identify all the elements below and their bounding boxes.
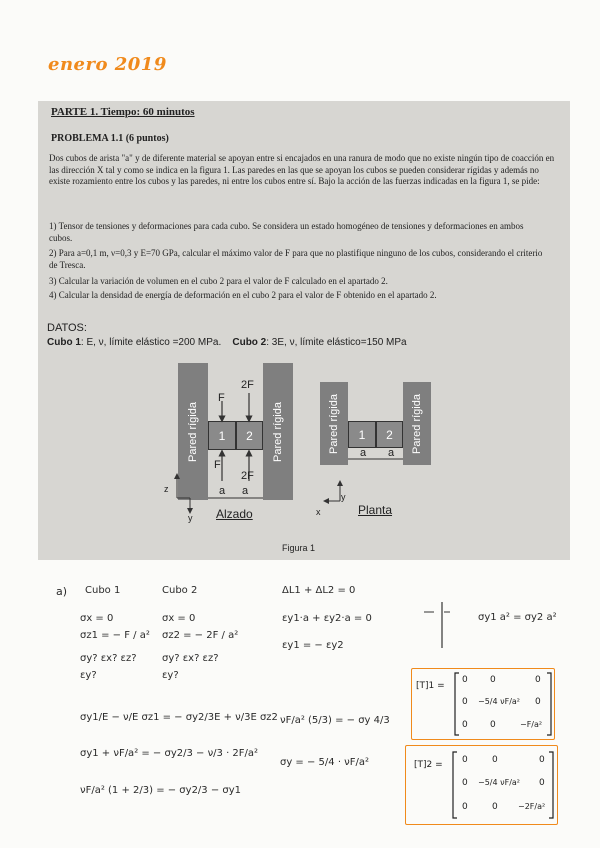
part-title: PARTE 1. Tiempo: 60 minutos [51,106,195,118]
t1-r3c3: −F/a² [520,720,543,729]
equation-3: νF/a² (1 + 2/3) = − σy2/3 − σy1 [80,785,242,796]
datos-label: DATOS: [47,322,87,334]
compat-line1: ΔL1 + ΔL2 = 0 [282,585,356,596]
item-a: a) [56,585,68,598]
t2-r2c1: 0 [462,778,468,788]
figure-caption: Figura 1 [282,543,316,553]
alzado-cube-1: 1 [208,421,236,450]
cubo1-line1: σx = 0 [80,613,114,624]
alzado-cube-2: 2 [236,421,263,450]
divider-mark [420,600,450,650]
compat-line2: εy1·a + εy2·a = 0 [282,613,372,624]
problem-intro: Dos cubos de arista "a" y de diferente material se apoyan entre si encajados en una ranura de modo que no existe ningún tipo de coacción en las dirección X tal y como se indica en la figura 1. Las paredes en las que se apoyan los cubos se pueden considerar rígidas y además no existe rozamiento entre los cubos y las paredes, ni entre los cubos entre sí. Bajo la acción de las fuerzas indicadas en la figura 1, se pide: [49,153,555,186]
tensor-1-label: [T]1 = [416,681,445,691]
compat-line3: εy1 = − εy2 [282,640,344,651]
planta-cube-2: 2 [376,421,403,448]
t1-r1c1: 0 [462,675,468,685]
alzado-F-bottom: F [214,459,221,471]
planta-left-wall: Pared rígida [320,382,348,465]
problem-photo [38,101,570,560]
cubo2-line4: εy? [162,670,179,681]
t2-r2c2: −5/4 νF/a² [478,778,520,787]
alzado-axis-z: z [164,484,169,494]
question-4: 4) Calcular la densidad de energía de deformación en el cubo 2 para el valor de F obtenido en el apartado 2. [49,290,437,300]
alzado-2F-top: 2F [241,379,254,391]
cubo2-label: Cubo 2 [232,337,267,348]
cubo1-line4: εy? [80,670,97,681]
tensor-2-label: [T]2 = [414,760,443,770]
alzado-label: Alzado [216,507,253,521]
cubo2-text: : 3E, ν, límite elástico=150 MPa [266,337,407,348]
t1-r1c2: 0 [490,675,496,685]
equation-5: σy = − 5/4 · νF/a² [280,757,370,768]
cubo1-label: Cubo 1 [47,337,81,348]
equation-4: νF/a² (5/3) = − σy 4/3 [280,715,390,726]
equation-1: σy1/E − ν/E σz1 = − σy2/3E + ν/3E σz2 [80,712,278,723]
alzado-left-wall: Pared rígida [178,363,208,500]
materials-line [47,337,407,348]
t2-r3c3: −2F/a² [518,802,546,811]
planta-cube-1: 1 [348,421,376,448]
planta-dim-a1: a [360,447,367,459]
cubo2-line2: σz2 = − 2F / a² [162,630,239,641]
t1-r3c1: 0 [462,720,468,730]
page-heading: enero 2019 [48,54,167,75]
t2-r3c2: 0 [492,802,498,812]
alzado-F-top: F [218,392,225,404]
equation-2: σy1 + νF/a² = − σy2/3 − ν/3 · 2F/a² [80,748,259,759]
planta-label: Planta [358,503,393,517]
alzado-2F-bottom: 2F [241,470,254,482]
alzado-arrows [168,371,308,521]
stress-tensor-1-box [411,668,555,740]
cubo1-line2: σz1 = − F / a² [80,630,150,641]
t2-r1c3: 0 [539,755,545,765]
t1-r2c2: −5/4 νF/a² [478,697,520,706]
planta-axis-y: y [341,492,346,502]
alzado-right-wall: Pared rígida [263,363,293,500]
t2-r1c2: 0 [492,755,498,765]
question-1: 1) Tensor de tensiones y deformaciones para cada cubo. Se considera un estado homogéneo de tensiones y deformaciones en ambos cubos. [49,221,524,243]
planta-dim-a2: a [388,447,395,459]
cubo1-text: : E, ν, límite elástico =200 MPa. [80,337,222,348]
t2-r1c1: 0 [462,755,468,765]
planta-right-wall: Pared rígida [403,382,431,465]
problem-title: PROBLEMA 1.1 (6 puntos) [51,133,169,144]
cubo2-line3: σy? εx? εz? [162,653,219,664]
t1-r3c2: 0 [490,720,496,730]
alzado-dim-a2: a [242,485,249,497]
t2-r3c1: 0 [462,802,468,812]
question-3: 3) Calcular la variación de volumen en el cubo 2 para el valor de F calculado en el apartado 2. [49,276,388,286]
cubo2-line1: σx = 0 [162,613,196,624]
cubo1-line3: σy? εx? εz? [80,653,137,664]
alzado-dim-a1: a [219,485,226,497]
cubo1-head: Cubo 1 [85,585,121,596]
t1-r2c3: 0 [535,697,541,707]
stress-tensor-2-box [405,745,558,825]
equilibrium-line: σy1 a² = σy2 a² [478,612,557,623]
alzado-axis-y: y [188,513,193,523]
planta-axis-x: x [316,507,321,517]
cubo2-head: Cubo 2 [162,585,198,596]
t2-r2c3: 0 [539,778,545,788]
t1-r1c3: 0 [535,675,541,685]
t1-r2c1: 0 [462,697,468,707]
question-2: 2) Para a=0,1 m, ν=0,3 y E=70 GPa, calcular el máximo valor de F para que no plastifique ninguno de los cubos, considerando el criterio de Tresca. [49,248,543,270]
